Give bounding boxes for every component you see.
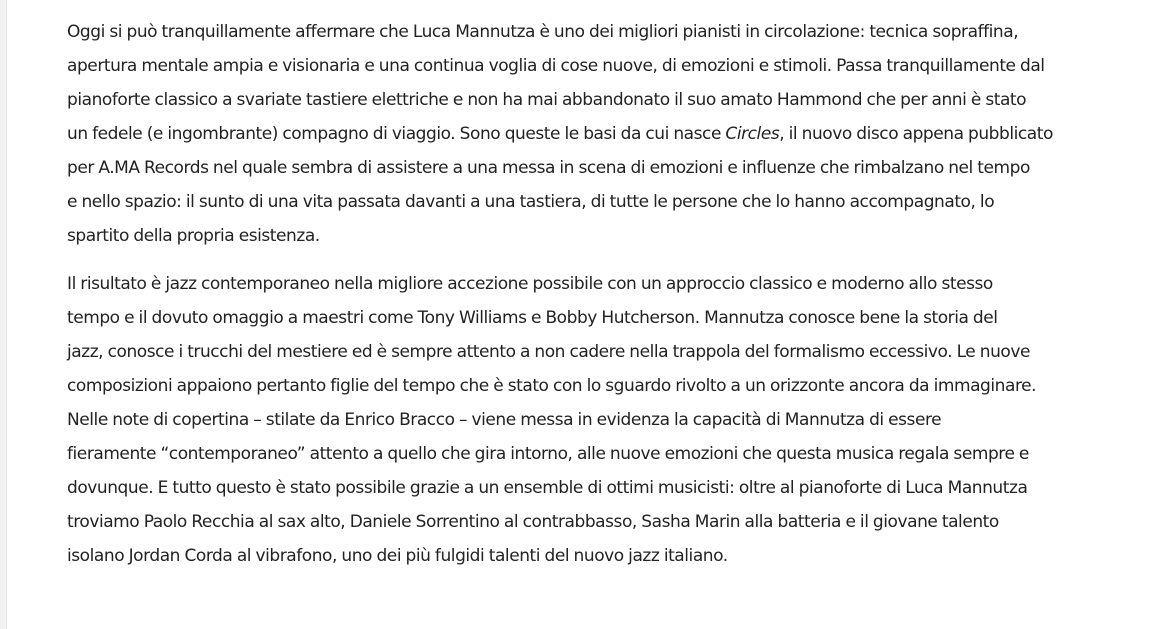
text-line: Il risultato è jazz contemporaneo nella migliore accezione possibile con un approccio classico e moderno allo stesso: [67, 274, 993, 294]
text-line: pianoforte classico a svariate tastiere elettriche e non ha mai abbandonato il suo amato Hammond che per anni è stato: [67, 90, 1027, 110]
text-line: apertura mentale ampia e visionaria e una continua voglia di cose nuove, di emozioni e stimoli. Passa tranquillamente dal: [67, 56, 1045, 76]
text-line: isolano Jordan Corda al vibrafono, uno dei più fulgidi talenti del nuovo jazz italiano.: [67, 546, 728, 566]
article-body: [67, 15, 1127, 573]
text-line: spartito della propria esistenza.: [67, 226, 320, 246]
album-title: Circles: [725, 124, 780, 144]
text-line: Nelle note di copertina – stilate da Enrico Bracco – viene messa in evidenza la capacità di Mannutza di essere: [67, 410, 942, 430]
text-line: Oggi si può tranquillamente affermare che Luca Mannutza è uno dei migliori pianisti in circolazione: tecnica sopraffina,: [67, 22, 1019, 42]
text-line: per A.MA Records nel quale sembra di assistere a una messa in scena di emozioni e influenze che rimbalzano nel tempo: [67, 158, 1030, 178]
text-line: fieramente “contemporaneo” attento a quello che gira intorno, alle nuove emozioni che questa musica regala sempre e: [67, 444, 1029, 464]
paragraph-intro: [67, 15, 1127, 253]
paragraph-result: [67, 267, 1127, 573]
article-card: [6, 0, 1159, 629]
text-line-with-title: [67, 117, 1127, 151]
text-segment: un fedele (e ingombrante) compagno di viaggio. Sono queste le basi da cui nasce: [67, 124, 726, 144]
text-line: troviamo Paolo Recchia al sax alto, Daniele Sorrentino al contrabbasso, Sasha Marin alla batteria e il giovane talento: [67, 512, 999, 532]
text-line: composizioni appaiono pertanto figlie del tempo che è stato con lo sguardo rivolto a un orizzonte ancora da immaginare.: [67, 376, 1037, 396]
text-line: tempo e il dovuto omaggio a maestri come Tony Williams e Bobby Hutcherson. Mannutza conosce bene la storia del: [67, 308, 998, 328]
text-line: e nello spazio: il sunto di una vita passata davanti a una tastiera, di tutte le persone che lo hanno accompagnato, lo: [67, 192, 995, 212]
text-line: dovunque. E tutto questo è stato possibile grazie a un ensemble di ottimi musicisti: oltre al pianoforte di Luca Mannutza: [67, 478, 1028, 498]
text-line: jazz, conosce i trucchi del mestiere ed è sempre attento a non cadere nella trappola del formalismo eccessivo. Le nuove: [67, 342, 1030, 362]
text-segment: , il nuovo disco appena pubblicato: [779, 124, 1053, 144]
